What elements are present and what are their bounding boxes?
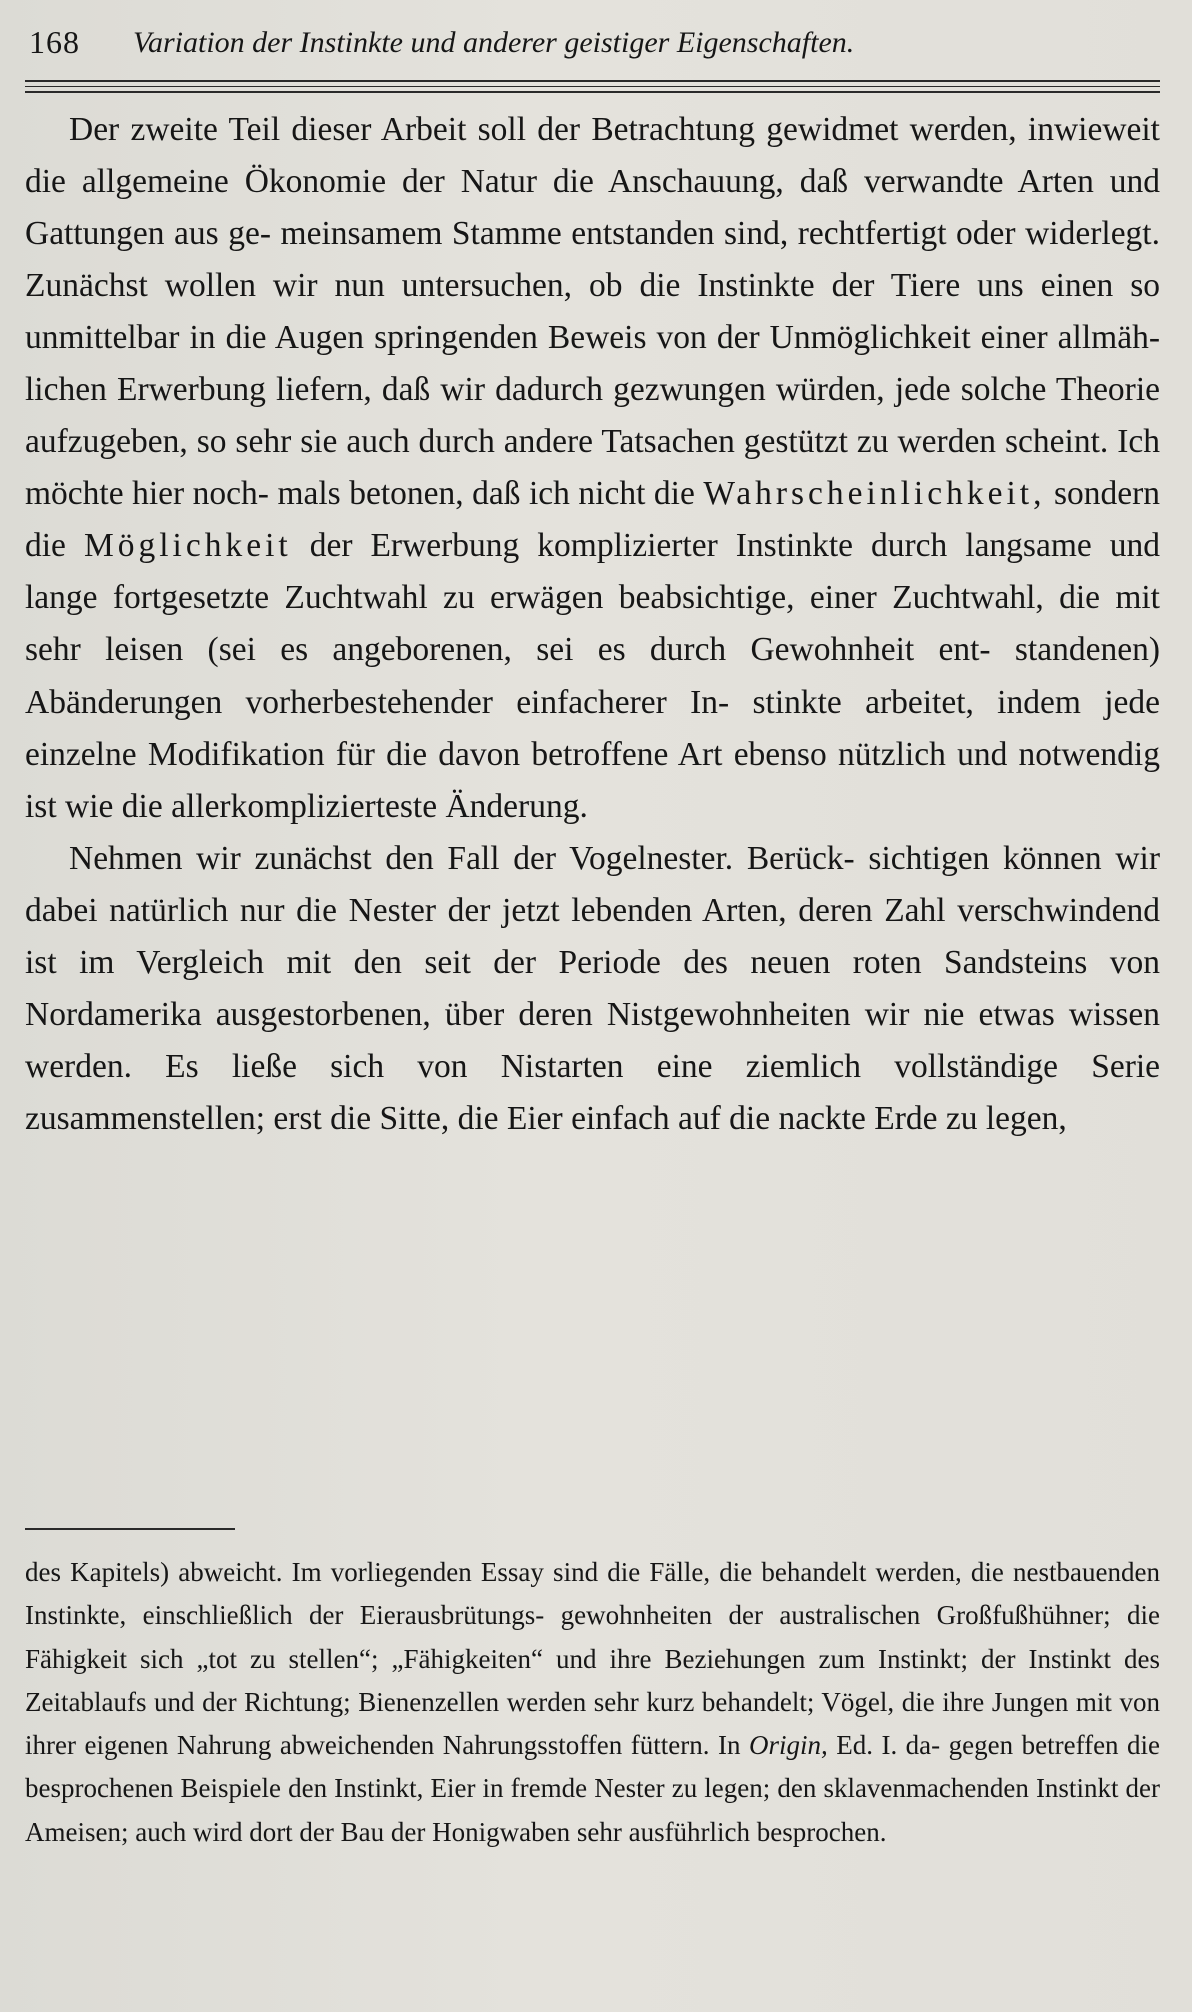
text-line: jede solche Theorie aufzugeben, so sehr sie auch durch andere [25, 371, 1161, 461]
emphasized-word: Möglichkeit [83, 527, 292, 565]
text-line: meinsamem Stamme entstanden sind, rechtfertigt oder [280, 215, 1016, 253]
text-line: Der zweite Teil dieser Arbeit soll der Betrachtung gewidmet [69, 111, 899, 148]
page-number: 168 [29, 24, 80, 60]
footnote-line: Nahrung abweichenden Nahrungsstoffen füttern. In [176, 1730, 741, 1761]
text-line: mit den seit der Periode des neuen roten Sandsteins von [286, 943, 1161, 981]
text-line: Nordamerika ausgestorbenen, über deren Nistgewohnheiten [25, 995, 851, 1033]
text-line: widerlegt. Zunächst wollen wir nun untersuchen, ob die [25, 215, 1160, 305]
text-line: Sitte, die Eier einfach auf die nackte Erde zu legen, [379, 1099, 1067, 1137]
running-title: Variation der Instinkte und anderer geistiger Eigenschaften. [133, 26, 855, 59]
text-line: der Erwerbung komplizierter [309, 527, 718, 565]
footnote-line: werden, die nestbauenden Instinkte, einschließlich der Eierausbrütungs- [25, 1557, 1161, 1631]
footnote-line: der Instinkt des Zeitablaufs und der Richtung; Bienenzellen werden [25, 1643, 1161, 1717]
text-line: wir nie etwas wissen werden. Es ließe sich von Nistarten [25, 995, 1161, 1085]
text-line: zu erwägen beabsichtige, einer Zuchtwahl, die mit sehr [25, 579, 1160, 669]
text-line: davon betroffene Art ebenso nützlich und notwendig ist wie [25, 735, 1160, 825]
footnote-divider [25, 1528, 235, 1530]
footnote-line: gewohnheiten der australischen Großfußhühner; die Fähigkeit sich [25, 1600, 1160, 1674]
text-line: springenden Beweis von der Unmöglichkeit einer allmäh- [374, 319, 1160, 357]
emphasized-word: Wahrscheinlichkeit, [703, 475, 1046, 513]
text-line: Instinkte durch langsame und lange fortgesetzte Zuchtwahl [25, 527, 1161, 617]
main-text [25, 104, 1160, 1145]
footnote-line: gegen betreffen die besprochenen Beispiele den Instinkt, Eier in fremde [25, 1730, 1161, 1804]
paragraph-1 [25, 104, 1160, 833]
footnote-line: Ed. I. da- [836, 1730, 941, 1761]
footnote-line: sehr kurz behandelt; Vögel, die ihre Jungen mit von ihrer eigenen [25, 1686, 1161, 1761]
footnote-line: Nester zu legen; den sklavenmachenden Instinkt der Ameisen; auch [25, 1773, 1161, 1847]
footnote-paragraph [25, 1551, 1160, 1854]
header-rule-middle [25, 86, 1160, 87]
text-line: sichtigen können wir dabei natürlich nur die Nester der jetzt [25, 839, 1160, 929]
text-line: stinkte arbeitet, indem jede einzelne Modifikation für die [25, 683, 1161, 773]
text-line: die allerkomplizierteste Änderung. [121, 787, 588, 825]
text-line: lebenden Arten, deren Zahl verschwindend ist im Vergleich [25, 891, 1160, 981]
footnote-line: des Kapitels) abweicht. Im vorliegenden Essay sind die Fälle, die behandelt [25, 1557, 867, 1587]
text-line: sondern die [25, 475, 1161, 565]
text-line: Tatsachen gestützt zu werden scheint. Ich möchte hier noch- [25, 423, 1160, 513]
footnote-line: „tot zu stellen“; „Fähigkeiten“ und ihre Beziehungen zum Instinkt; [196, 1643, 968, 1674]
text-line: eine ziemlich vollständige Serie zusammenstellen; erst die [25, 1047, 1161, 1137]
text-line: lichen Erwerbung liefern, daß wir dadurch gezwungen würden, [25, 371, 885, 409]
footnote [25, 1551, 1160, 1854]
footnote-line: wird dort der Bau der Honigwaben sehr ausführlich besprochen. [192, 1816, 887, 1847]
text-line: standenen) Abänderungen vorherbestehender einfacherer In- [25, 631, 1160, 721]
text-line: werden, inwieweit die allgemeine Ökonomie der Natur die [25, 111, 1160, 201]
text-line: Instinkte der Tiere uns einen so unmittelbar in die Augen [25, 267, 1161, 357]
text-line: Nehmen wir zunächst den Fall der Vogelnester. Berück- [69, 839, 855, 877]
header-rule-bottom [25, 91, 1160, 93]
text-line: leisen (sei es angeborenen, sei es durch Gewohnheit ent- [105, 631, 991, 669]
text-line: mals betonen, daß ich nicht die [277, 475, 695, 513]
text-line: Anschauung, daß verwandte Arten und Gattungen aus ge- [25, 163, 1160, 253]
paragraph-2 [25, 833, 1160, 1145]
work-title: Origin, [748, 1730, 828, 1761]
header-rule-top [25, 80, 1160, 82]
page-header [25, 24, 1160, 70]
